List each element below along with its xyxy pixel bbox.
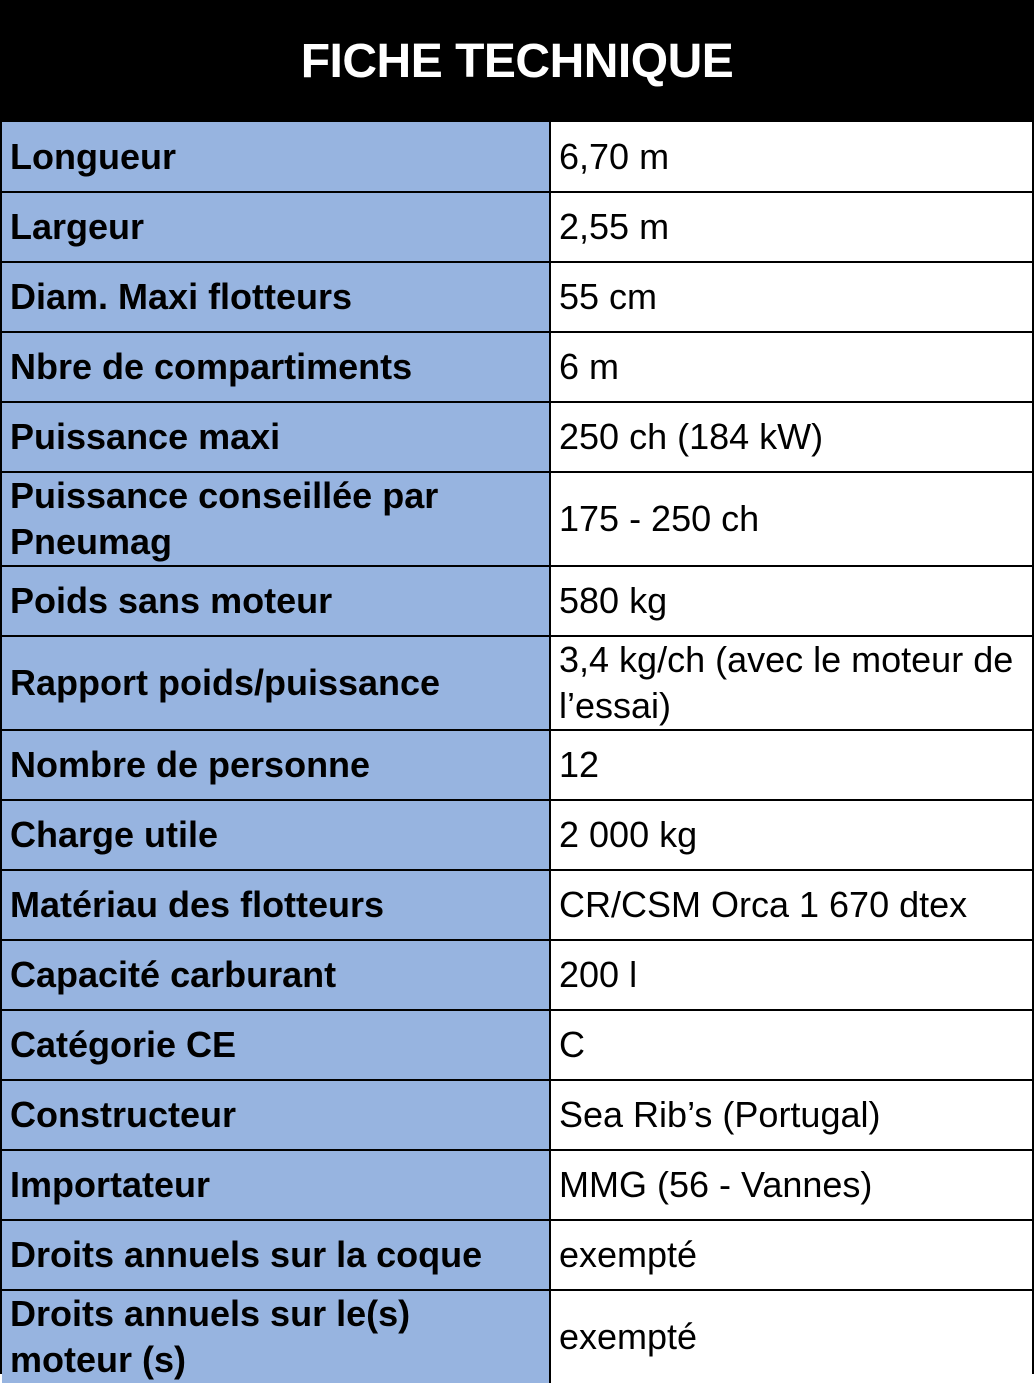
row-value: 2 000 kg — [550, 800, 1032, 870]
table-row — [2, 1080, 1032, 1150]
row-value: CR/CSM Orca 1 670 dtex — [550, 870, 1032, 940]
row-label-text: Puissance conseillée par Pneumag — [10, 475, 439, 562]
table-row — [2, 332, 1032, 402]
row-value: 55 cm — [550, 262, 1032, 332]
row-label — [2, 1290, 550, 1383]
table-row — [2, 1290, 1032, 1383]
row-label: Droits annuels sur la coque — [2, 1220, 550, 1290]
table-row — [2, 192, 1032, 262]
row-label: Constructeur — [2, 1080, 550, 1150]
table-row — [2, 472, 1032, 566]
row-label-text: Droits annuels sur le(s) moteur (s) — [10, 1293, 411, 1380]
spec-table — [2, 122, 1032, 1383]
row-label — [2, 472, 550, 566]
row-label: Longueur — [2, 122, 550, 192]
row-value: C — [550, 1010, 1032, 1080]
table-row — [2, 940, 1032, 1010]
row-label: Nbre de compartiments — [2, 332, 550, 402]
row-value: exempté — [550, 1220, 1032, 1290]
table-row — [2, 1150, 1032, 1220]
row-value-text: 3,4 kg/ch (avec le moteur de l’essai) — [559, 639, 1014, 726]
row-value: exempté — [550, 1290, 1032, 1383]
row-label: Puissance maxi — [2, 402, 550, 472]
table-row — [2, 1010, 1032, 1080]
table-row — [2, 636, 1032, 730]
row-value: Sea Rib’s (Portugal) — [550, 1080, 1032, 1150]
row-label: Importateur — [2, 1150, 550, 1220]
table-row — [2, 800, 1032, 870]
row-label: Nombre de personne — [2, 730, 550, 800]
row-label: Largeur — [2, 192, 550, 262]
table-row — [2, 122, 1032, 192]
sheet-title: FICHE TECHNIQUE — [2, 2, 1032, 122]
row-value — [550, 636, 1032, 730]
row-value: 6 m — [550, 332, 1032, 402]
row-value: MMG (56 - Vannes) — [550, 1150, 1032, 1220]
row-label: Diam. Maxi flotteurs — [2, 262, 550, 332]
row-label: Matériau des flotteurs — [2, 870, 550, 940]
row-label: Catégorie CE — [2, 1010, 550, 1080]
table-row — [2, 1220, 1032, 1290]
row-value: 200 l — [550, 940, 1032, 1010]
row-label: Capacité carburant — [2, 940, 550, 1010]
row-value: 2,55 m — [550, 192, 1032, 262]
table-row — [2, 262, 1032, 332]
table-row — [2, 730, 1032, 800]
table-row — [2, 870, 1032, 940]
row-value: 175 - 250 ch — [550, 472, 1032, 566]
table-row — [2, 402, 1032, 472]
row-label: Rapport poids/puissance — [2, 636, 550, 730]
row-value: 6,70 m — [550, 122, 1032, 192]
row-label: Poids sans moteur — [2, 566, 550, 636]
row-label: Charge utile — [2, 800, 550, 870]
row-value: 250 ch (184 kW) — [550, 402, 1032, 472]
row-value: 12 — [550, 730, 1032, 800]
row-value: 580 kg — [550, 566, 1032, 636]
table-row — [2, 566, 1032, 636]
